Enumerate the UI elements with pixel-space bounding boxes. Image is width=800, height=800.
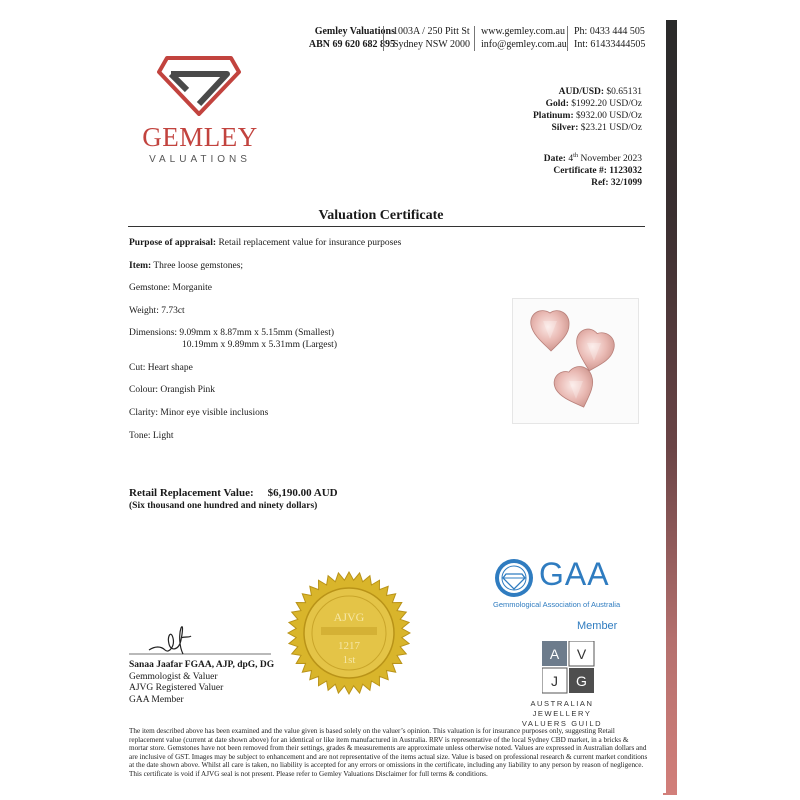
avjg-letter-a: A [549,646,560,662]
reference-number: Ref: 32/1099 [591,178,642,189]
meta-block [461,150,642,189]
title-divider [128,226,645,227]
certificate-page [121,18,666,793]
signer-name: Sanaa Jaafar FGAA, AJP, dpG, DG [129,660,275,670]
member-label: Member [577,620,618,632]
rate-platinum: Platinum: $932.00 USD/Oz [533,111,642,121]
header-address [383,26,470,51]
logo-wordmark: GEMLEY [142,122,258,152]
avjg-letter-v: V [576,646,587,662]
colour-field: Colour: Orangish Pink [129,385,216,395]
gaa-logo-text: GAA [539,556,610,592]
morganite-gems-image [513,299,638,423]
certificate-number: Certificate #: 1123032 [553,166,642,177]
rate-aud-usd: AUD/USD: $0.65131 [558,87,642,97]
signer-role-2: AJVG Registered Valuer [129,683,224,693]
avjg-caption: AUSTRALIAN JEWELLERY VALUERS GUILD [521,699,603,728]
website-link[interactable]: www.gemley.com.au [481,26,565,37]
gaa-full-name: Gemmological Association of Australia [493,600,621,609]
phone-number: Ph: 0433 444 505 [574,26,645,37]
disclaimer-text: The item described above has been examined and the value given is based solely on the valuer’s opinion. This valuation is for insurance purposes only, suggesting Retail replacement value (current at date shown above) for an identical or like item manufactured in Australia. RRV is representative of the local Sydney CBD market, in a bricks & mortar store. Gemstones have not been removed from their settings, grades & measurements are approximate unless otherwise noted. Values are expressed in Australian dollars and are inclusive of GST. Images may be subject to enhancement and are not representative of the items actual size. Value is based on professional research & current market conditions at the date shown above. Whilst all care is taken, no liability is accepted for any errors or omissions in the certificate, including any liability to any person by reason of negligence. This certificate is void if AJVG seal is not present. Please refer to Gemley Valuations Disclaimer for full terms & conditions. [129,727,648,778]
logo-subtitle: VALUATIONS [149,154,251,165]
cut-field: Cut: Heart shape [129,363,193,373]
signer-role-3: GAA Member [129,694,184,705]
page-title: Valuation Certificate [318,208,444,223]
avjg-logo [542,641,596,695]
ajvg-gold-seal [287,571,411,695]
avjg-letter-g: G [576,673,587,689]
seal-text-2: 1217 [338,640,360,652]
retail-value: Retail Replacement Value: $6,190.00 AUD [129,487,338,499]
header-company [287,26,395,51]
email-link[interactable]: info@gemley.com.au [481,38,567,50]
avjg-letter-j: J [551,673,558,689]
rate-gold: Gold: $1992.20 USD/Oz [545,99,642,109]
company-abn: ABN 69 620 682 895 [308,38,395,50]
gaa-emblem-icon [493,557,535,599]
tone-field: Tone: Light [129,431,174,441]
item-field: Item: Three loose gemstones; [129,261,244,271]
intl-phone-number: Int: 61433444505 [574,38,646,50]
diamond-logo-icon [157,54,241,116]
address-line-1: 1003A / 250 Pitt St [393,26,470,37]
gemstone-field: Gemstone: Morganite [129,283,212,293]
rate-silver: Silver: $23.21 USD/Oz [551,123,642,133]
date-line: Date: 4th November 2023 [543,152,642,165]
seal-text-1: AJVG [333,610,365,624]
clarity-field: Clarity: Minor eye visible inclusions [129,408,269,418]
signature-image [121,616,281,660]
header-web [474,26,567,51]
address-line-2: Sydney NSW 2000 [393,38,471,50]
dimensions-field: Dimensions: 9.09mm x 8.87mm x 5.15mm (Smallest) 10.19mm x 9.89mm x 5.31mm (Largest) [129,328,337,350]
header-phone [567,26,645,51]
company-name: Gemley Valuations [314,26,395,37]
weight-field: Weight: 7.73ct [129,306,185,316]
signer-role-1: Gemmologist & Valuer [129,671,218,682]
signer-block [129,660,274,706]
purpose-field: Purpose of appraisal: Retail replacement value for insurance purposes [129,238,402,248]
gemstone-photo [512,298,639,424]
seal-text-3: 1st [342,654,356,666]
rates-block [461,86,642,134]
retail-value-words: (Six thousand one hundred and ninety dollars) [129,501,318,511]
